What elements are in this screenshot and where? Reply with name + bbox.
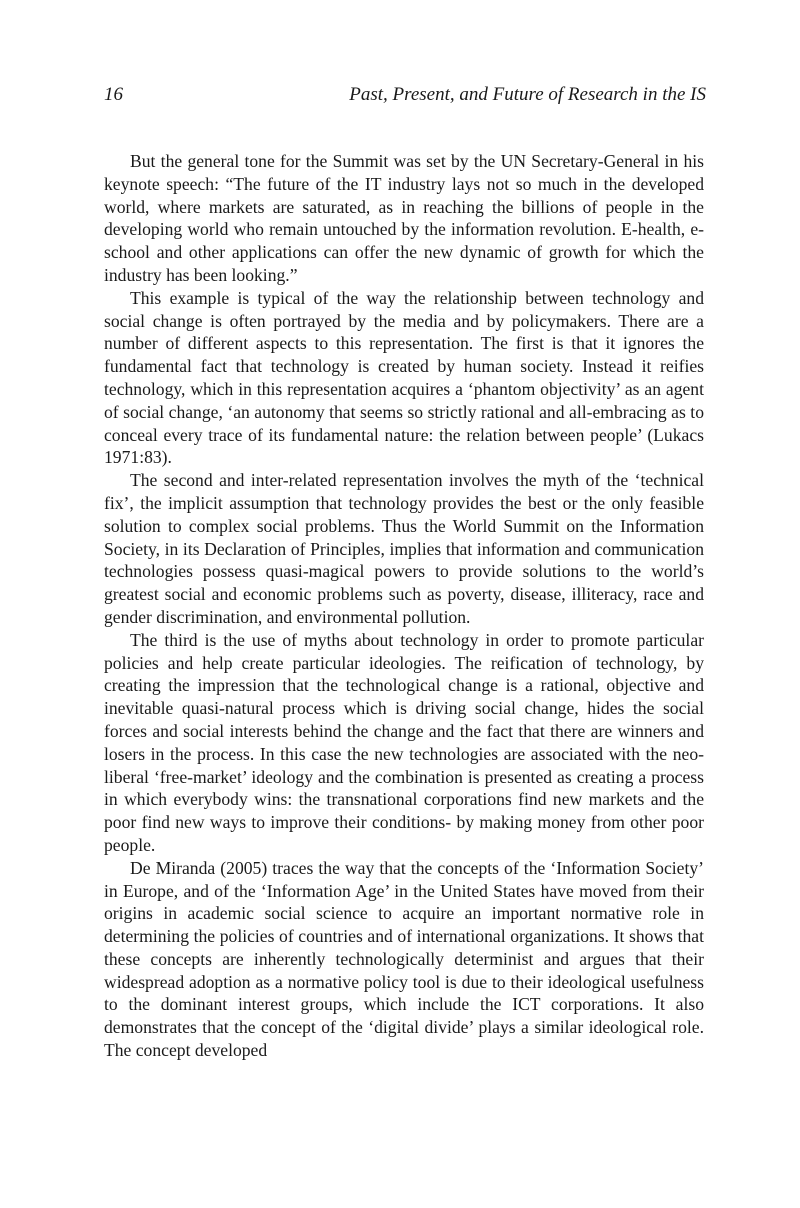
body-text xyxy=(104,150,704,1062)
paragraph: But the general tone for the Summit was set by the UN Secretary-General in his keynote speech: “The future of the IT industry lays not so much in the developed world, where markets are saturated, as in reaching the billions of people in the developing world who remain untouched by the information revolution. E-health, e-school and other applications can offer the new dynamic of growth for which the industry has been looking.” xyxy=(104,151,704,285)
paragraph: The second and inter-related representation involves the myth of the ‘technical fix’, the implicit assumption that technology provides the best or the only feasible solution to complex social problems. Thus the World Summit on the Information Society, in its Declaration of Principles, implies that information and communication technologies possess quasi-magical powers to provide solutions to the world’s greatest social and economic problems such as poverty, disease, illiteracy, race and gender discrimination, and environmental pollution. xyxy=(104,470,704,627)
running-title: Past, Present, and Future of Research in the IS xyxy=(349,84,706,105)
page-number: 16 xyxy=(104,84,123,105)
paragraph: This example is typical of the way the relationship between technology and social change is often portrayed by the media and by policymakers. There are a number of different aspects to this representation. The first is that it ignores the fundamental fact that technology is created by human society. Instead it reifies technology, which in this representation acquires a ‘phantom objectivity’ as an agent of social change, ‘an autonomy that seems so strictly rational and all-embracing as to conceal every trace of its fundamental nature: the relation between people’ (Lukacs 1971:83). xyxy=(104,287,704,468)
page-header xyxy=(104,84,706,110)
paragraph: The third is the use of myths about technology in order to promote particular policies and help create particular ideologies. The reification of technology, by creating the impression that the technological change is a rational, objective and inevitable quasi-natural process which is driving social change, hides the social forces and social interests behind the change and the fact that there are winners and losers in the process. In this case the new technologies are associated with the neo-liberal ‘free-market’ ideology and the combination is presented as creating a process in which everybody wins: the transnational corporations find new markets and the poor find new ways to improve their conditions- by making money from other poor people. xyxy=(104,629,704,855)
paragraph: De Miranda (2005) traces the way that the concepts of the ‘Information Society’ in Europe, and of the ‘Information Age’ in the United States have moved from their origins in academic social science to acquire an important normative role in determining the policies of countries and of international organizations. It shows that these concepts are inherently technologically determinist and argues that their widespread adoption as a normative policy tool is due to their ideological usefulness to the dominant interest groups, which include the ICT corporations. It also demonstrates that the concept of the ‘digital divide’ plays a similar ideological role. The concept developed xyxy=(104,857,704,1061)
